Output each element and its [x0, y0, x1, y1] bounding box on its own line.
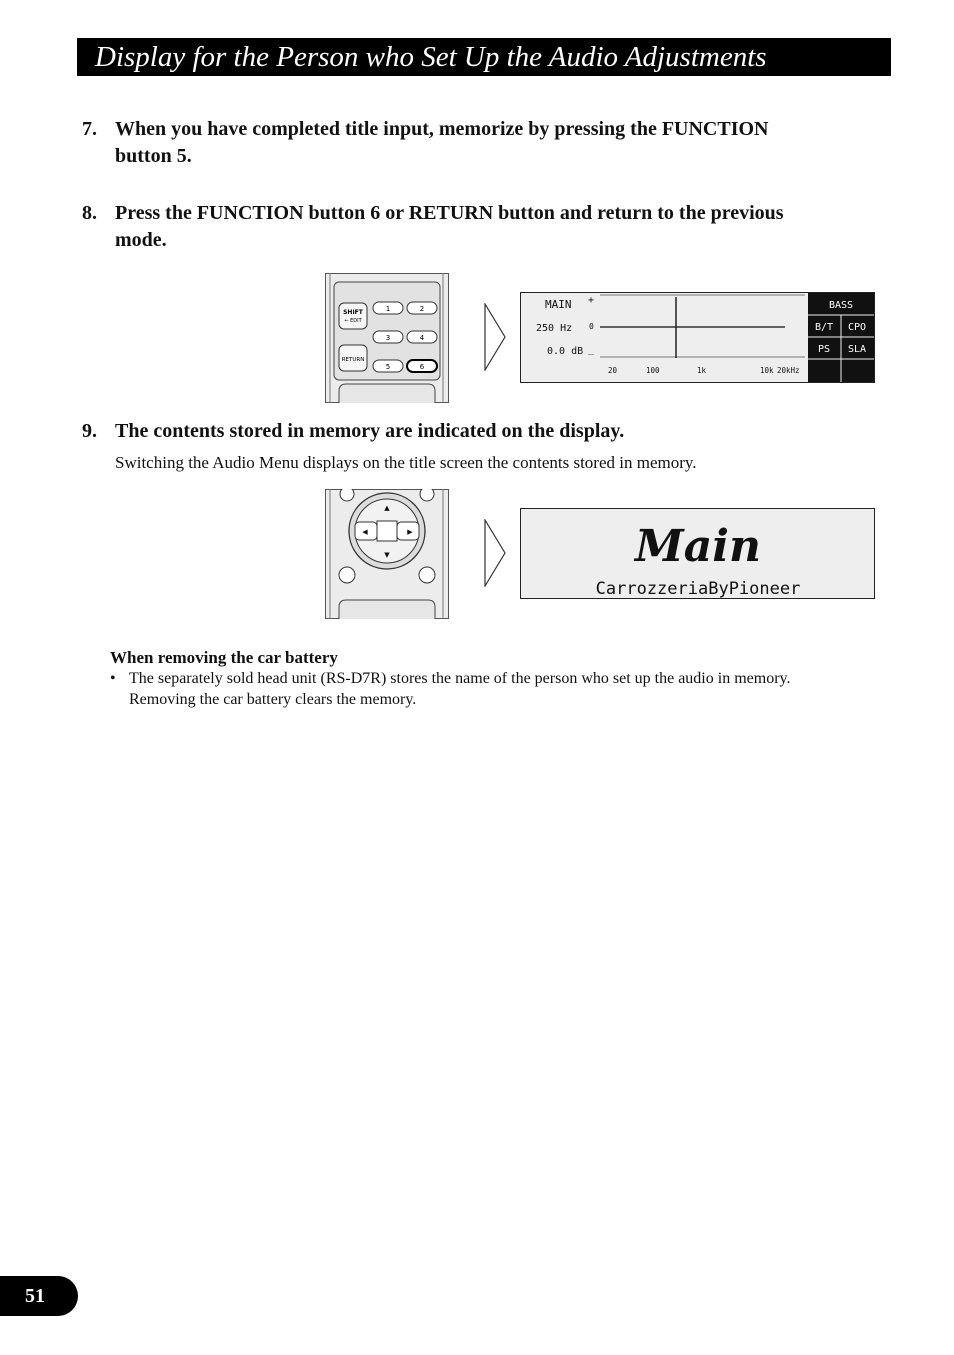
step-9-note: Switching the Audio Menu displays on the title screen the contents stored in memory.	[115, 453, 697, 472]
edit-label: ← EDIT	[344, 318, 362, 324]
menu-item-bass[interactable]: BASS	[828, 300, 854, 311]
button-4-label: 4	[419, 334, 425, 342]
step-text: Press the FUNCTION button 6 or RETURN button and return to the previous mode.	[115, 202, 784, 251]
eq-frequency-readout: 250 Hz	[536, 323, 573, 334]
eq-minus-mark: _	[588, 344, 595, 355]
joystick-center-button[interactable]	[377, 521, 397, 541]
title-screen-name: Main	[635, 521, 761, 572]
button-1-label: 1	[385, 305, 391, 313]
title-screen-brand: CarrozzeriaByPioneer	[595, 579, 801, 599]
section-header	[77, 38, 891, 76]
page-number-tab	[0, 1276, 78, 1316]
bullet-icon: •	[110, 670, 116, 687]
button-6-label: 6	[419, 363, 425, 371]
eq-plus-mark: +	[588, 295, 595, 306]
section-title: Display for the Person who Set Up the Audio Adjustments	[95, 41, 767, 73]
remote-keypad-illustration	[325, 273, 450, 403]
battery-note-text: The separately sold head unit (RS-D7R) stores the name of the person who set up the audio in memory. Removing the car battery clears the memory.	[129, 670, 791, 708]
eq-display-screen	[520, 292, 875, 383]
x-tick-label: 20	[608, 366, 618, 375]
down-arrow-icon[interactable]: ▼	[384, 551, 390, 559]
x-tick-label: 100	[646, 366, 660, 375]
menu-item-sla[interactable]: SLA	[847, 344, 867, 355]
return-label: RETURN	[341, 357, 365, 363]
menu-item-cpo[interactable]: CPO	[847, 322, 867, 333]
button-2-label: 2	[419, 305, 425, 313]
step-number: 9.	[82, 420, 97, 442]
x-tick-label: 10k	[760, 366, 774, 375]
page-number: 51	[25, 1285, 45, 1307]
shift-edit-button[interactable]	[339, 303, 367, 329]
left-arrow-icon[interactable]: ◀	[362, 528, 368, 536]
menu-item-bt[interactable]: B/T	[814, 322, 834, 333]
battery-note-title: When removing the car battery	[110, 648, 338, 667]
arrow-right-icon	[484, 519, 506, 587]
step-text: When you have completed title input, memorize by pressing the FUNCTION button 5.	[115, 118, 769, 167]
right-arrow-icon[interactable]: ▶	[407, 528, 413, 536]
eq-mode-label: MAIN	[545, 298, 572, 311]
button-5-label: 5	[385, 363, 391, 371]
x-tick-label: 20kHz	[777, 366, 800, 375]
menu-item-ps[interactable]: PS	[817, 344, 831, 355]
shift-label: SHIFT	[343, 309, 363, 316]
up-arrow-icon[interactable]: ▲	[384, 504, 390, 512]
eq-zero-mark: 0	[589, 322, 594, 331]
arrow-right-icon	[484, 303, 506, 371]
x-tick-label: 1k	[697, 366, 707, 375]
title-display-screen	[520, 508, 875, 599]
button-3-label: 3	[385, 334, 391, 342]
eq-level-readout: 0.0 dB	[547, 346, 584, 357]
remote-joystick-illustration	[325, 489, 450, 619]
step-text: The contents stored in memory are indicated on the display.	[115, 420, 625, 442]
step-number: 8.	[82, 202, 97, 224]
step-number: 7.	[82, 118, 97, 140]
